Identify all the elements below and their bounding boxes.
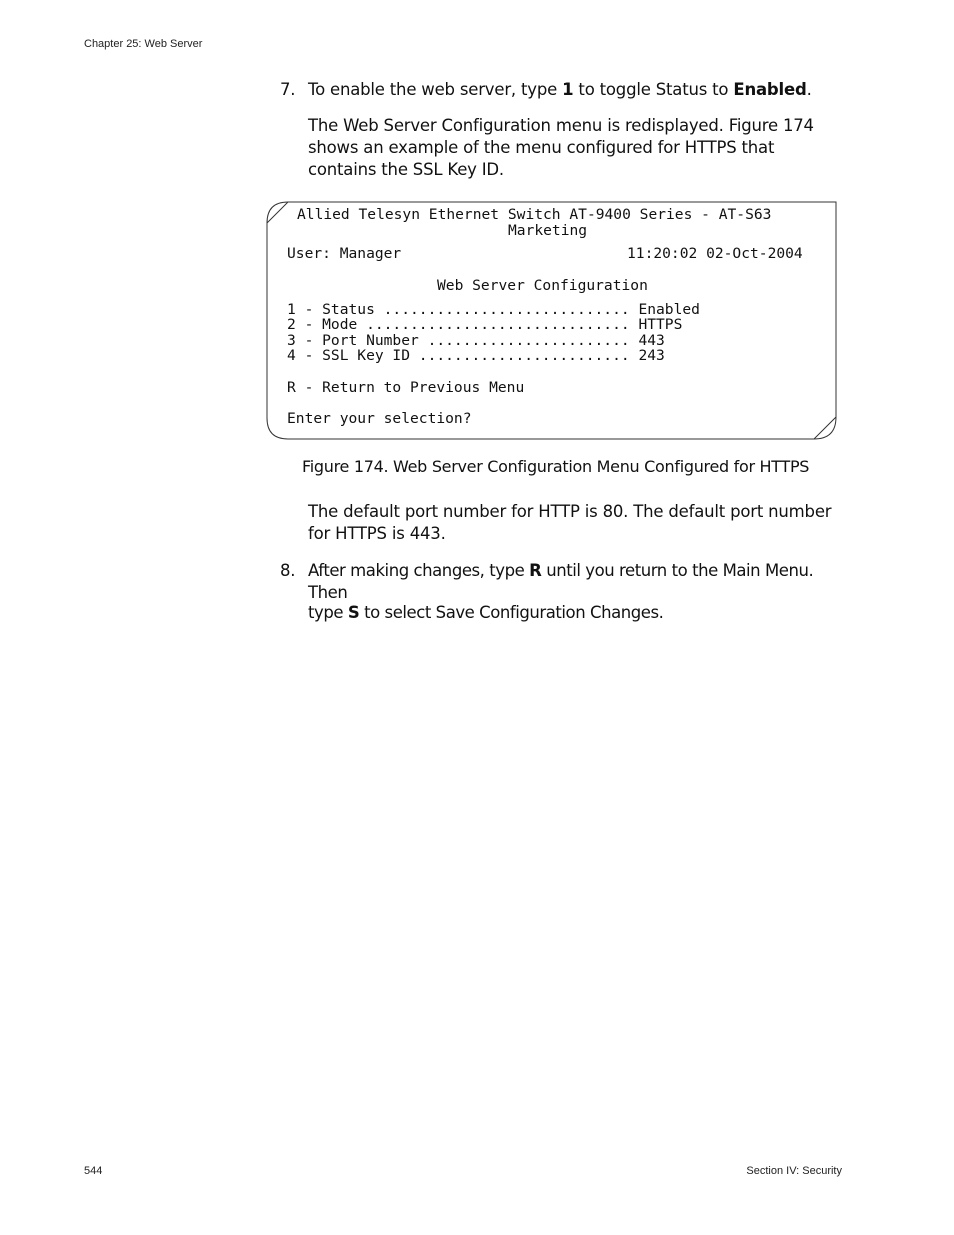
step-line <box>308 560 853 604</box>
value-emphasis: Enabled <box>733 80 807 99</box>
running-header: Chapter 25: Web Server <box>84 38 203 50</box>
menu-item-mode: 2 - Mode .............................. HTTPS <box>287 316 683 333</box>
step-number: 8. <box>280 561 296 580</box>
paragraph-default-ports <box>308 501 848 545</box>
step-number: 7. <box>280 80 296 99</box>
key-emphasis: R <box>529 561 542 580</box>
menu-item-status: 1 - Status ............................ Enabled <box>287 301 700 318</box>
step-text-part: After making changes, type <box>308 561 530 580</box>
paragraph-line: The default port number for HTTP is 80. The default port number <box>308 502 832 521</box>
terminal-prompt: Enter your selection? <box>287 410 472 427</box>
menu-item-ssl-key-id: 4 - SSL Key ID ........................ 243 <box>287 347 665 364</box>
menu-item-port-number: 3 - Port Number ....................... 443 <box>287 332 665 349</box>
step-line <box>308 602 853 624</box>
terminal-user: User: Manager <box>287 245 402 262</box>
step-text-part: until you return to the Main Menu. Then <box>308 561 814 602</box>
step-text <box>308 79 853 101</box>
paragraph-line: for HTTPS is 443. <box>308 524 446 543</box>
terminal-screen-figure <box>266 201 836 439</box>
terminal-title-line1: Allied Telesyn Ethernet Switch AT-9400 Series - AT-S63 <box>297 206 772 223</box>
menu-item-return: R - Return to Previous Menu <box>287 379 525 396</box>
terminal-datetime: 11:20:02 02-Oct-2004 <box>627 245 803 262</box>
step-text-part: . <box>806 80 812 99</box>
terminal-menu-title: Web Server Configuration <box>437 277 648 294</box>
step-text-part: To enable the web server, type <box>308 80 563 99</box>
terminal-title-line2: Marketing <box>508 222 588 239</box>
paragraph-line: contains the SSL Key ID. <box>308 160 504 179</box>
figure-caption: Figure 174. Web Server Configuration Menu Configured for HTTPS <box>302 457 810 476</box>
step-text-part: type <box>308 603 348 622</box>
key-emphasis: 1 <box>562 80 574 99</box>
step-text-part: to toggle Status to <box>573 80 734 99</box>
step-text-part: to select Save Configuration Changes. <box>359 603 664 622</box>
page-number: 544 <box>84 1165 103 1177</box>
paragraph-line: shows an example of the menu configured for HTTPS that <box>308 138 775 157</box>
paragraph-line: The Web Server Configuration menu is redisplayed. Figure 174 <box>308 116 814 135</box>
footer-section: Section IV: Security <box>746 1165 842 1177</box>
step-text <box>308 560 853 624</box>
key-emphasis: S <box>347 603 360 622</box>
paragraph-intro <box>308 115 828 181</box>
